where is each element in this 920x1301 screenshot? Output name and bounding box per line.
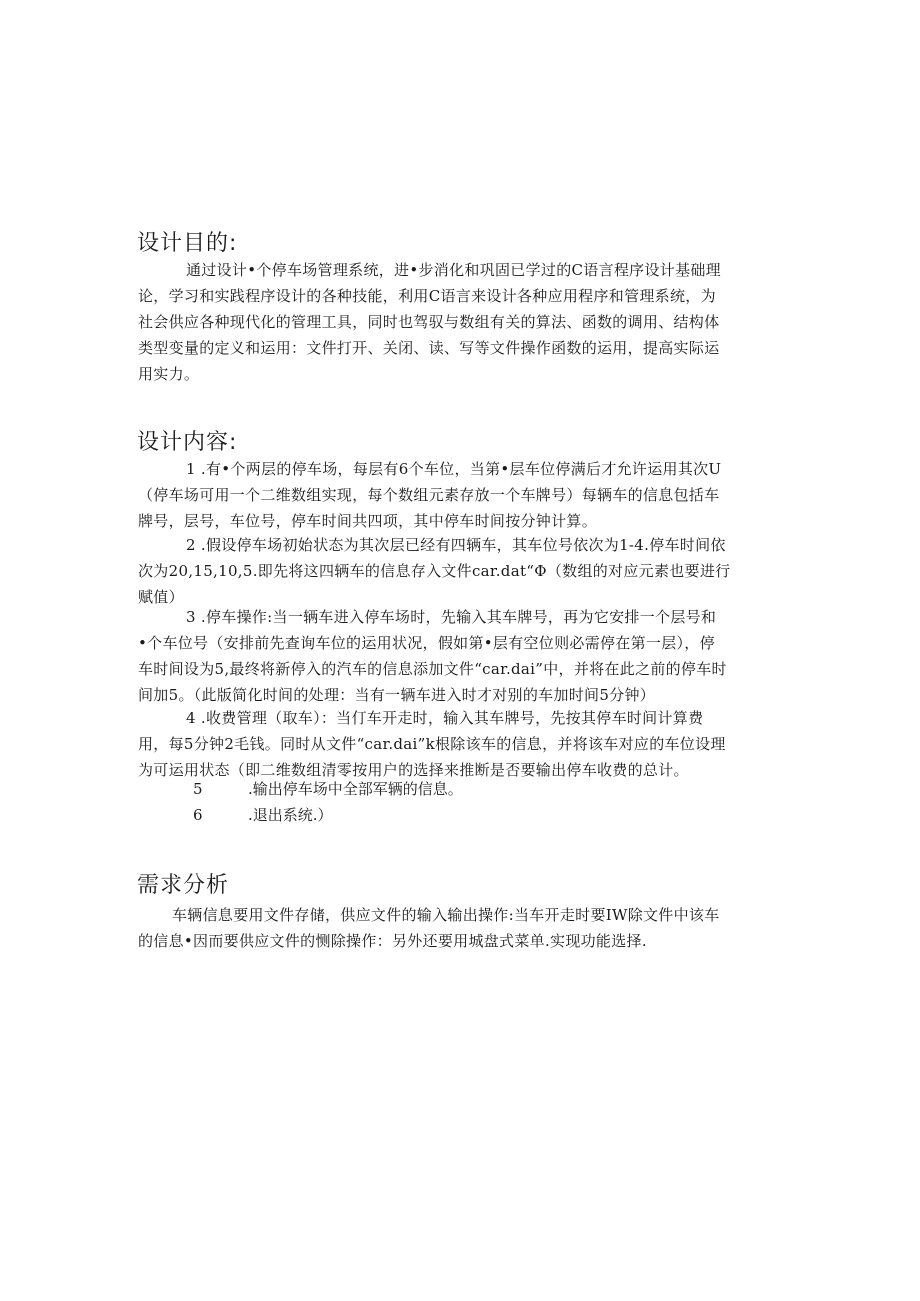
text-line: 牌号，层号，车位号，停车时间共四项，其中停车时间按分钟计算。: [138, 512, 598, 530]
heading-requirements-analysis: 需求分析: [137, 873, 230, 898]
text-line: 的信息•因而要供应文件的恻除操作：另外还要用城盘式菜单.实现功能选择.: [138, 932, 647, 950]
text-line: 4 .收费管理（取车）：当仃车开走时，输入其车牌号，先按其停车时间计算费: [186, 709, 704, 727]
list-text: .退出系统.）: [248, 806, 333, 824]
text-line: （停车场可用一个二维数组实现，每个数组元素存放一个车牌号）每辆车的信息包括车: [138, 486, 720, 504]
list-number: 6: [193, 806, 203, 824]
text-line: 用，每5分钟2毛钱。同时从文件“car.dai”k根除该车的信息，并将该车对应的车位设理: [138, 735, 726, 753]
text-line: 用实力。: [138, 365, 200, 383]
heading-design-purpose: 设计目的:: [137, 231, 238, 256]
heading-design-content: 设计内容:: [137, 430, 238, 455]
text-line: 论，学习和实践程序设计的各种技能，利用C语言来设计各种应用程序和管理系统，为: [138, 287, 716, 305]
text-line: 类型变量的定义和运用：文件打开、关闭、读、写等文件操作函数的运用，提高实际运: [138, 339, 720, 357]
text-line: 2 .假设停车场初始状态为其次层已经有四辆车，其车位号依次为1-4.停车时间依: [186, 536, 726, 554]
content-item-1: [138, 456, 788, 534]
text-line: 车辆信息要用文件存储，供应文件的输入输出操作:当车开走时要IW除文件中该车: [172, 906, 720, 924]
text-line: •个车位号（安排前先查询车位的运用状况，假如第•层有空位则必需停在第一层），停: [138, 634, 715, 652]
text-line: 车时间设为5,最终将新停入的汽车的信息添加文件“car.dai”中，并将在此之前的停车时: [138, 660, 727, 678]
list-number: 5: [193, 780, 203, 798]
content-item-3: [138, 604, 788, 708]
text-line: 赋值）: [138, 588, 184, 606]
content-item-6: [138, 802, 788, 828]
text-line: 为可运用状态（即二维数组清零按用户的选择来推断是否要输出停车收费的总计。: [138, 761, 689, 779]
list-text: .输出停车场中全部军辆的信息。: [248, 780, 463, 798]
content-item-2: [138, 532, 788, 610]
text-line: 1 .有•个两层的停车场，每层有6个车位，当第•层车位停满后才允许运用其次U: [186, 460, 722, 478]
text-line: 通过设计•个停车场管理系统，进•步消化和巩固已学过的C语言程序设计基础理: [186, 261, 721, 279]
text-line: 间加5。（此版简化时间的处理：当有一辆车进入时才对别的车加时间5分钟）: [138, 686, 656, 704]
text-line: 3 .停车操作:当一辆车进入停车场时，先输入其车牌号，再为它安排一个层号和: [186, 608, 717, 626]
content-item-4: [138, 705, 788, 783]
paragraph-design-purpose: [138, 257, 788, 387]
text-line: 社会供应各种现代化的管理工具，同时也驾驭与数组有关的算法、函数的调用、结构体: [138, 313, 720, 331]
content-item-5: [138, 776, 788, 802]
paragraph-requirements-analysis: [138, 902, 788, 954]
text-line: 次为20,15,10,5.即先将这四辆车的信息存入文件car.dat“Φ（数组的对应元素也要进行: [138, 562, 731, 580]
